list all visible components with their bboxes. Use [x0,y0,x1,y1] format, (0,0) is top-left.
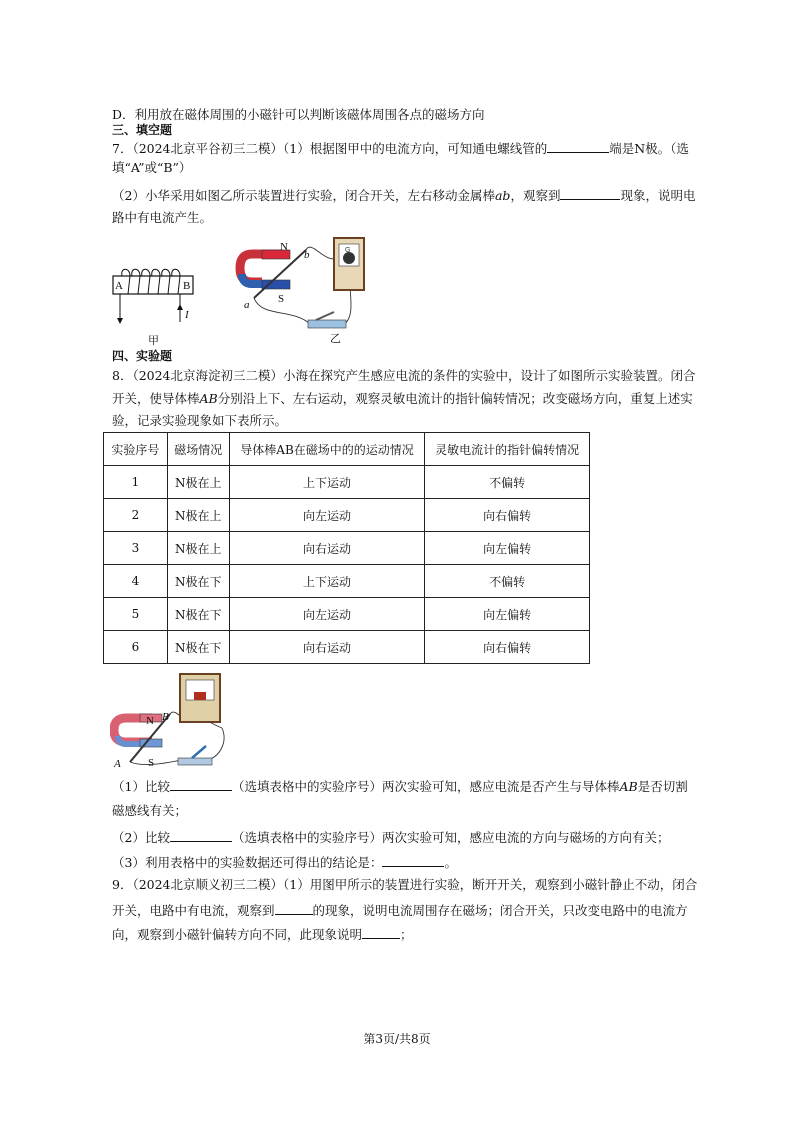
q8-var-ab: AB [619,779,638,794]
table-cell: N极在下 [167,631,229,664]
table-cell: 向左偏转 [425,532,590,565]
q8-line-2 [112,391,693,407]
q8-line-3: 验，记录实验现象如下表所示。 [112,413,288,428]
q9-line-3 [112,926,413,943]
page-footer: 第3页/共8页 [363,1032,431,1046]
q7-line-3 [112,187,695,204]
fig-yi-label-b: b [304,249,310,261]
q8-sub1-line-1 [112,778,688,795]
table-cell: 向左偏转 [425,598,590,631]
q8-text: 分别沿上下、左右运动，观察灵敏电流计的指针偏转情况；改变磁场方向，重复上述实 [217,391,693,406]
table-cell: 向右偏转 [425,499,590,532]
fig-yi-caption: 乙 [330,333,341,345]
q8-text: （选填表格中的实验序号）两次实验可知，感应电流是否产生与导体棒 [231,779,620,794]
table-cell: 向左运动 [229,499,425,532]
table-cell: 向右运动 [229,631,425,664]
table-cell: 1 [104,466,168,499]
q8-line-1: 8．（2024北京海淀初三二模）小海在探究产生感应电流的条件的实验中，设计了如图所示实验装置。闭合 [112,368,696,383]
table-cell: N极在下 [167,565,229,598]
q9-text: 开关，电路中有电流，观察到 [112,903,275,918]
table-cell: N极在上 [167,499,229,532]
q9-blank-1[interactable] [275,902,313,915]
table-header-cell: 实验序号 [104,433,168,466]
q9-text: ； [400,927,413,942]
q9-line-1: 9．（2024北京顺义初三二模）（1）用图甲所示的装置进行实验，断开开关，观察到小磁针静止不动，闭合 [112,877,698,892]
q9-text: 的现象，说明电流周围存在磁场；闭合开关，只改变电路中的电流方 [312,903,688,918]
fig-jia-label-a: A [115,280,123,292]
fig-jia-label-i: I [185,309,189,321]
table-cell: 5 [104,598,168,631]
table-cell: 4 [104,565,168,598]
section-3-heading: 三、填空题 [112,123,173,137]
q9-line-2 [112,902,688,919]
table-cell: 不偏转 [425,466,590,499]
table-cell: 向右偏转 [425,631,590,664]
q7-line-1 [112,140,689,157]
fig-yi-label-a: a [244,299,250,311]
q7-text: 7．（2024北京平谷初三二模）（1）根据图甲中的电流方向，可知通电螺线管的 [112,141,548,156]
q6-option-d: D．利用放在磁体周围的小磁针可以判断该磁体周围各点的磁场方向 [112,107,485,122]
figure-jia-solenoid [108,262,208,350]
fig-yi-label-n: N [280,241,288,253]
table-cell: N极在上 [167,466,229,499]
q8-sub1-line-2: 磁感线有关； [112,803,188,818]
q8-sub2 [112,829,669,846]
fig8-label-s: S [148,757,155,769]
table-cell: 6 [104,631,168,664]
table-row [104,499,590,532]
fig8-label-b: B [162,711,169,723]
q8-text: 开关，使导体棒 [112,391,200,406]
figure-yi-apparatus [232,228,382,346]
q8-text: 。 [444,855,457,870]
q8-results-table [103,432,590,664]
q7-line-4: 路中有电流产生。 [112,210,213,225]
q8-var-ab: AB [199,391,218,406]
table-header-row [104,433,590,466]
fig-jia-label-b: B [183,280,191,292]
table-row [104,532,590,565]
table-row [104,598,590,631]
q7-text: ，观察到 [510,188,561,203]
fig-yi-label-s: S [278,293,285,305]
table-cell: 2 [104,499,168,532]
q8-text: （1）比较 [112,779,170,794]
fig8-label-n: N [146,715,154,727]
q8-text: （选填表格中的实验序号）两次实验可知，感应电流的方向与磁场的方向有关； [231,830,670,845]
q8-sub3 [112,854,457,871]
table-row [104,631,590,664]
table-cell: 向左运动 [229,598,425,631]
table-header-cell: 磁场情况 [167,433,229,466]
q9-text: 向，观察到小磁针偏转方向不同，此现象说明 [112,927,363,942]
q7-blank-2[interactable] [560,187,620,200]
table-header-cell: 导体棒AB在磁场中的的运动情况 [229,433,425,466]
q7-blank-1[interactable] [547,140,609,153]
table-header-cell: 灵敏电流计的指针偏转情况 [425,433,590,466]
table-cell: 不偏转 [425,565,590,598]
section-4-heading: 四、实验题 [112,349,173,363]
q8-figure-apparatus [110,672,240,772]
table-cell: 向右运动 [229,532,425,565]
q7-text: （2）小华采用如图乙所示装置进行实验，闭合开关，左右移动金属棒 [112,188,495,203]
q9-blank-2[interactable] [362,926,400,939]
q7-line-2: 填“A”或“B”） [112,160,192,175]
q7-text: 端是N极。（选 [609,141,689,156]
q8-text: （3）利用表格中的实验数据还可得出的结论是： [112,855,383,870]
fig-jia-caption: 甲 [148,335,159,347]
table-cell: 上下运动 [229,565,425,598]
fig8-label-a: A [114,758,121,770]
table-cell: 上下运动 [229,466,425,499]
table-cell: 3 [104,532,168,565]
fig-yi-meter-glyph: G [345,247,351,254]
q7-var-ab: ab [494,188,511,203]
q8-blank-3[interactable] [382,854,444,867]
table-row [104,565,590,598]
table-cell: N极在上 [167,532,229,565]
q8-blank-2[interactable] [170,829,232,842]
q8-text: 是否切割 [637,779,688,794]
q8-blank-1[interactable] [170,778,232,791]
table-cell: N极在下 [167,598,229,631]
table-row [104,466,590,499]
q7-text: 现象，说明电 [620,188,696,203]
q8-text: （2）比较 [112,830,170,845]
